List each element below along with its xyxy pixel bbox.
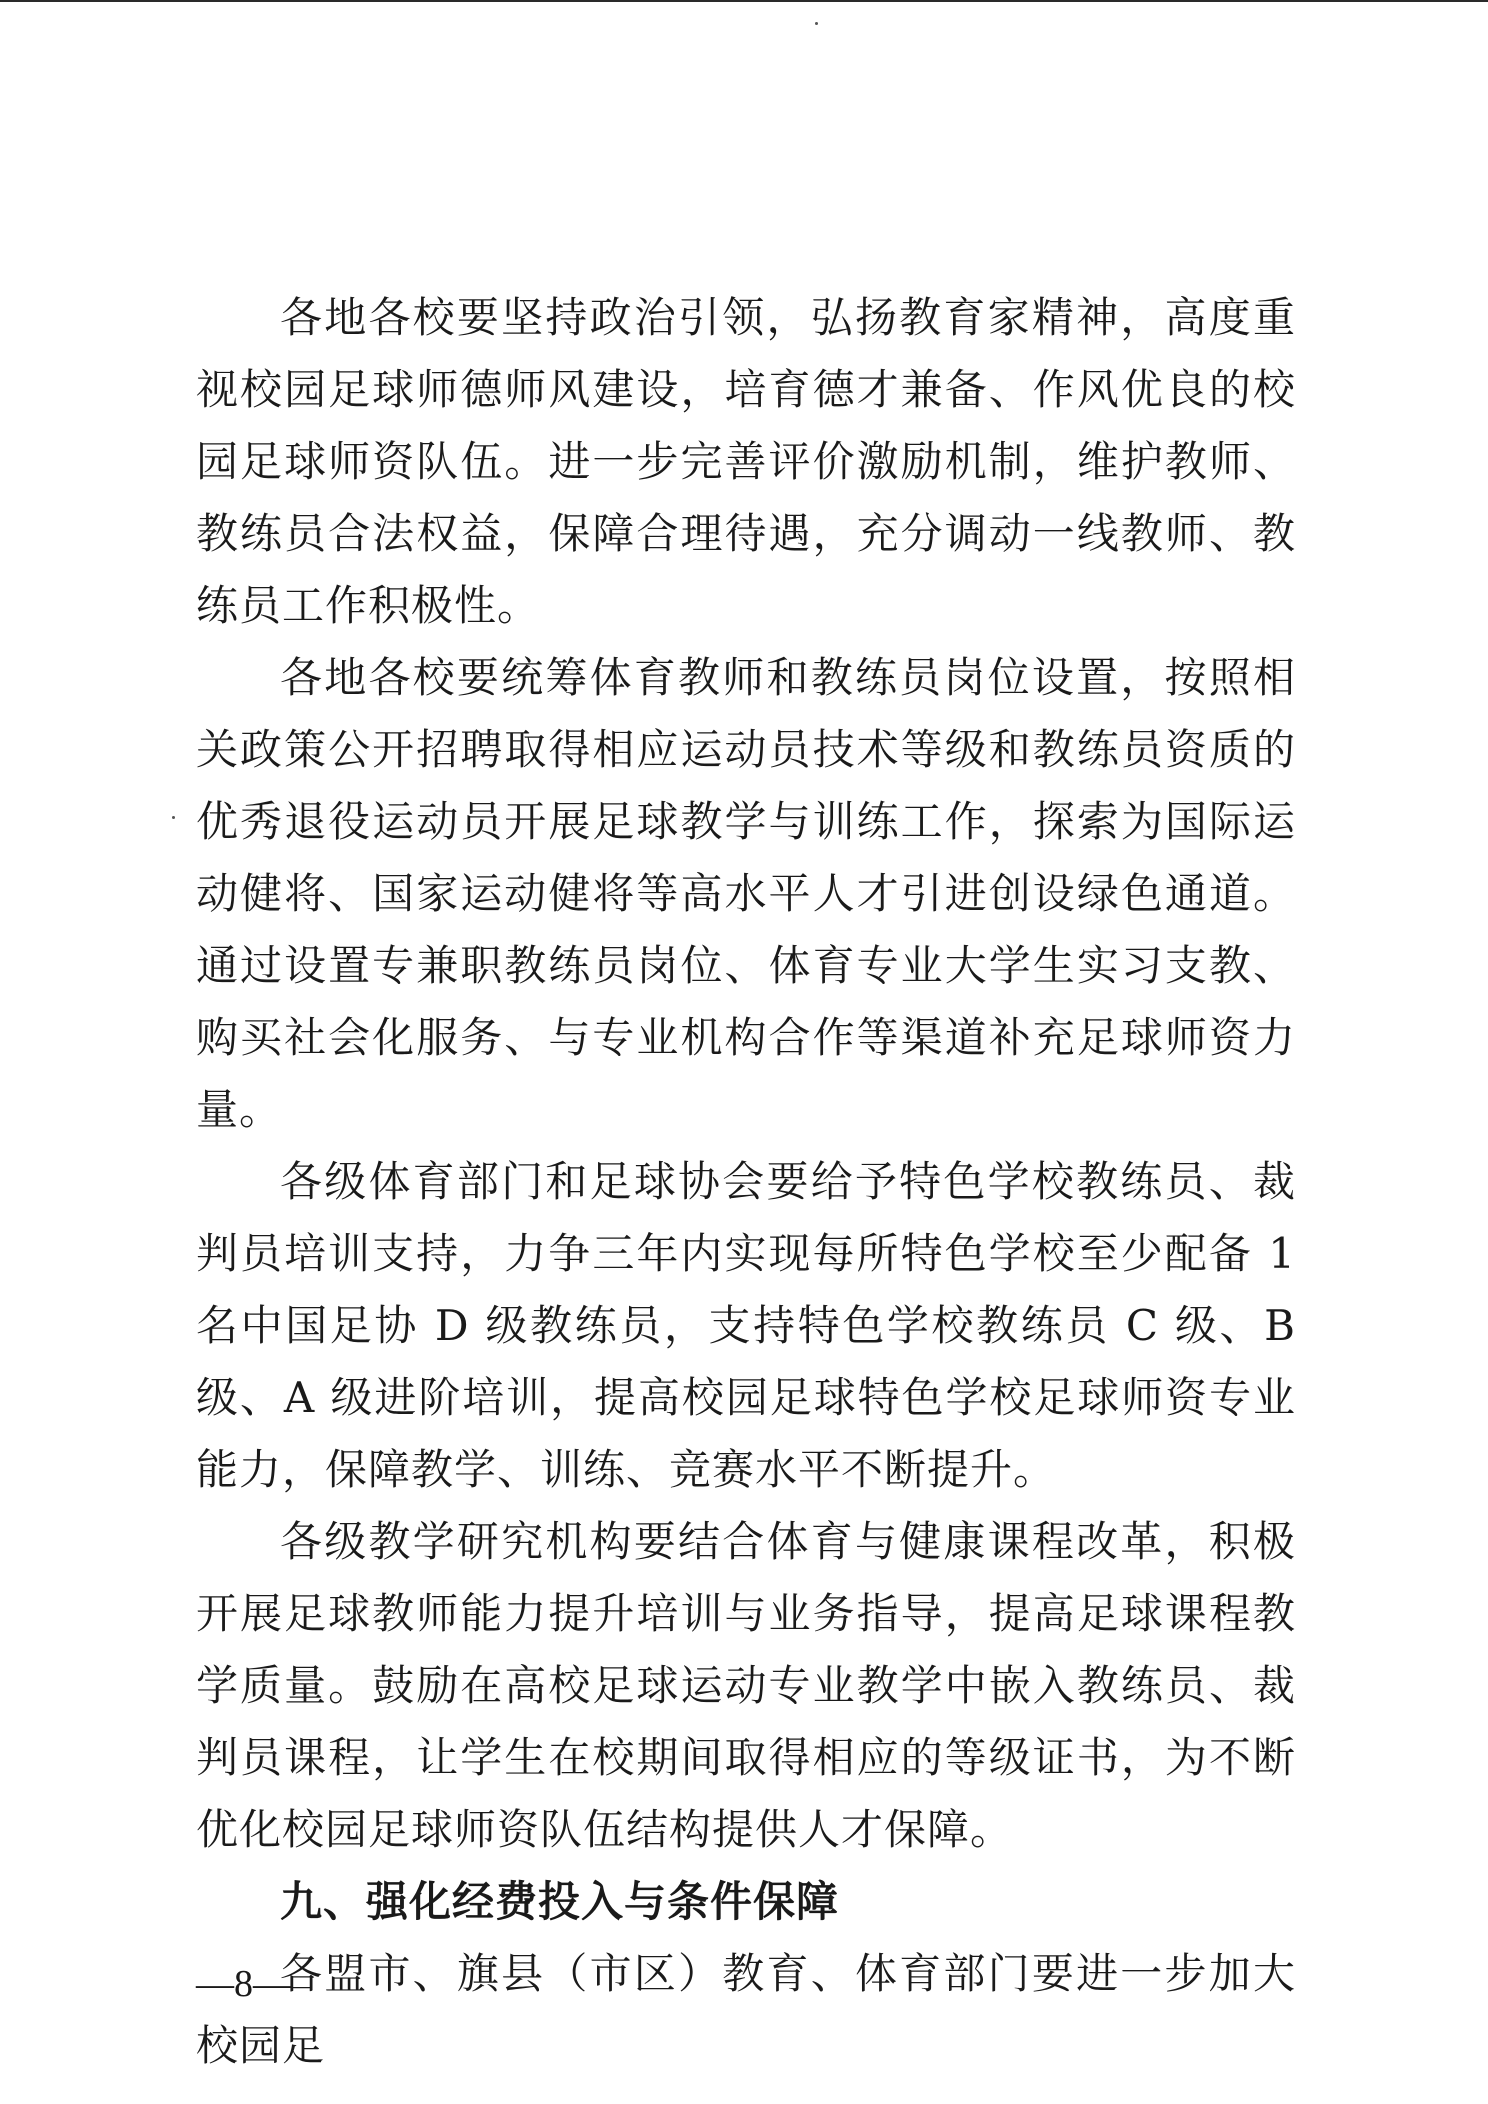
- page-number: —8—: [196, 1963, 291, 2005]
- document-body: [196, 282, 1296, 2082]
- paragraph-funding: 各盟市、旗县（市区）教育、体育部门要进一步加大校园足: [196, 1949, 1296, 2070]
- section-heading: 九、强化经费投入与条件保障: [280, 1877, 840, 1926]
- page-top-border: [0, 0, 1488, 2]
- scan-speck: [815, 22, 818, 25]
- paragraph-teacher-ethics: 各地各校要坚持政治引领，弘扬教育家精神，高度重视校园足球师德师风建设，培育德才兼备、作风优良的校园足球师资队伍。进一步完善评价激励机制，维护教师、教练员合法权益，保障合理待遇，充分调动一线教师、教练员工作积极性。: [196, 293, 1296, 630]
- paragraph-coach-training: 各级体育部门和足球协会要给予特色学校教练员、裁判员培训支持，力争三年内实现每所特色学校至少配备 1 名中国足协 D 级教练员，支持特色学校教练员 C 级、B 级、A 级进阶培训，提高校园足球特色学校足球师资专业能力，保障教学、训练、竞赛水平不断提升。: [196, 1157, 1296, 1494]
- paragraph-recruitment: 各地各校要统筹体育教师和教练员岗位设置，按照相关政策公开招聘取得相应运动员技术等级和教练员资质的优秀退役运动员开展足球教学与训练工作，探索为国际运动健将、国家运动健将等高水平人才引进创设绿色通道。通过设置专兼职教练员岗位、体育专业大学生实习支教、购买社会化服务、与专业机构合作等渠道补充足球师资力量。: [196, 653, 1296, 1134]
- paragraph-teaching-research: 各级教学研究机构要结合体育与健康课程改革，积极开展足球教师能力提升培训与业务指导，提高足球课程教学质量。鼓励在高校足球运动专业教学中嵌入教练员、裁判员课程，让学生在校期间取得相应的等级证书，为不断优化校园足球师资队伍结构提供人才保障。: [196, 1517, 1296, 1854]
- scan-speck: [172, 816, 175, 819]
